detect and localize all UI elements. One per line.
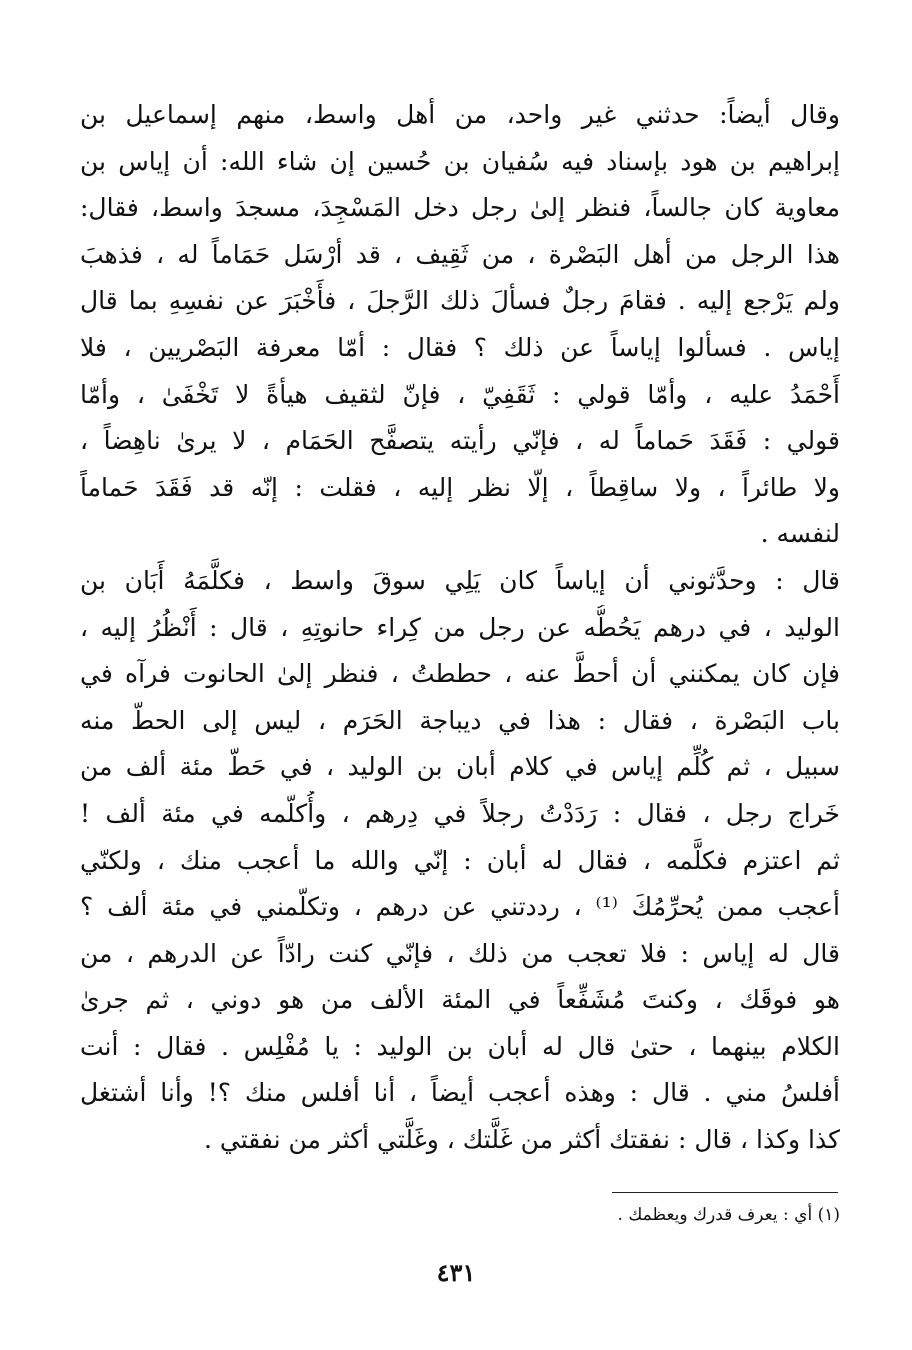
text-line: باب البَصْرة ، فقال : هذا في ديباجة الحَرَم ، ليس إلى الحطّ منه xyxy=(80,705,840,735)
footnote-divider xyxy=(612,1192,838,1193)
text-line: هو فوقَك ، وكنتَ مُشَفِّعاً في المئة الألف من هو دوني ، ثم جرىٰ xyxy=(80,985,840,1015)
text-line: خَراج رجل ، فقال : رَدَدْتُ رجلاً في دِرهم ، وأُكلّمه في مئة ألف ! xyxy=(80,798,840,828)
main-text xyxy=(80,92,840,1164)
page-number: ٤٣١ xyxy=(436,1258,476,1287)
text-line: سبيل ، ثم كُلِّم إياس في كلام أبان بن الوليد ، في حَطّ مئة ألف من xyxy=(80,752,840,782)
text-line: كذا وكذا ، قال : نفقتك أكثر من غَلَّتك ، وغَلَّتي أكثر من نفقتي . xyxy=(204,1125,840,1155)
text-line: ولا طائراً ، ولا ساقِطاً ، إلّا نظر إليه ، فقلت : إنّه قد فَقَدَ حَماماً xyxy=(80,472,840,502)
text-line: أفلسُ مني . قال : وهذه أعجب أيضاً ، أنا أفلس منك ؟! وأنا أشتغل xyxy=(80,1078,840,1108)
text-line: أعجب ممن يُحرِّمُكَ ⁽¹⁾ ، رددتني عن درهم ، وتكلّمني في مئة ألف ؟ xyxy=(80,892,840,922)
text-line: قال : وحدَّثوني أن إياساً كان يَلِي سوقَ واسط ، فكلَّمَهُ أَبَان بن xyxy=(80,565,840,595)
text-line: الوليد ، في درهم يَحُطُّه عن رجل من كِراء حانوتِهِ ، قال : أَنْظُرُ إليه ، xyxy=(80,612,840,642)
text-line: هذا الرجل من أهل البَصْرة ، من ثَقِيف ، قد أرْسَل حَمَاماً له ، فذهبَ xyxy=(80,239,840,269)
text-line: قولي : فَقَدَ حَماماً له ، فإنّي رأيته يتصفَّح الحَمَام ، لا يرىٰ ناهِضاً ، xyxy=(80,426,840,456)
text-line: أَحْمَدُ عليه ، وأمّا قولي : ثَقَفِيّ ، فإنّ لثقيف هيأةً لا تَخْفَىٰ ، وأمّا xyxy=(80,379,840,409)
text-line: الكلام بينهما ، حتىٰ قال له أبان بن الوليد : يا مُفْلِس . فقال : أنت xyxy=(80,1031,840,1061)
footnote: (١) أي : يعرف قدرك ويعظمك . xyxy=(617,1205,840,1225)
text-line: لنفسه . xyxy=(760,519,840,549)
text-line: قال له إياس : فلا تعجب من ذلك ، فإنّي كنت رادّاً عن الدرهم ، من xyxy=(80,938,840,968)
text-line: وقال أيضاً: حدثني غير واحد، من أهل واسط، منهم إسماعيل بن xyxy=(80,100,840,129)
text-line: إبراهيم بن هود بإسناد فيه سُفيان بن حُسين إن شاء الله: أن إياس بن xyxy=(80,146,840,176)
text-line: ولم يَرْجع إليه . فقامَ رجلٌ فسألَ ذلك الرَّجلَ ، فأَخْبَرَ عن نفسِهِ بما قال xyxy=(80,286,840,316)
text-line: معاوية كان جالساً، فنظر إلىٰ رجل دخل المَسْجِدَ، مسجدَ واسط، فقال: xyxy=(80,193,840,223)
text-line: إياس . فسألوا إياساً عن ذلك ؟ فقال : أمّا معرفة البَصْريين ، فلا xyxy=(80,332,840,362)
text-line: فإن كان يمكنني أن أحطَّ عنه ، حططتُ ، فنظر إلىٰ الحانوت فرآه في xyxy=(80,659,840,689)
text-line: ثم اعتزم فكلَّمه ، فقال له أبان : إنّي والله ما أعجب منك ، ولكنّي xyxy=(80,845,840,875)
